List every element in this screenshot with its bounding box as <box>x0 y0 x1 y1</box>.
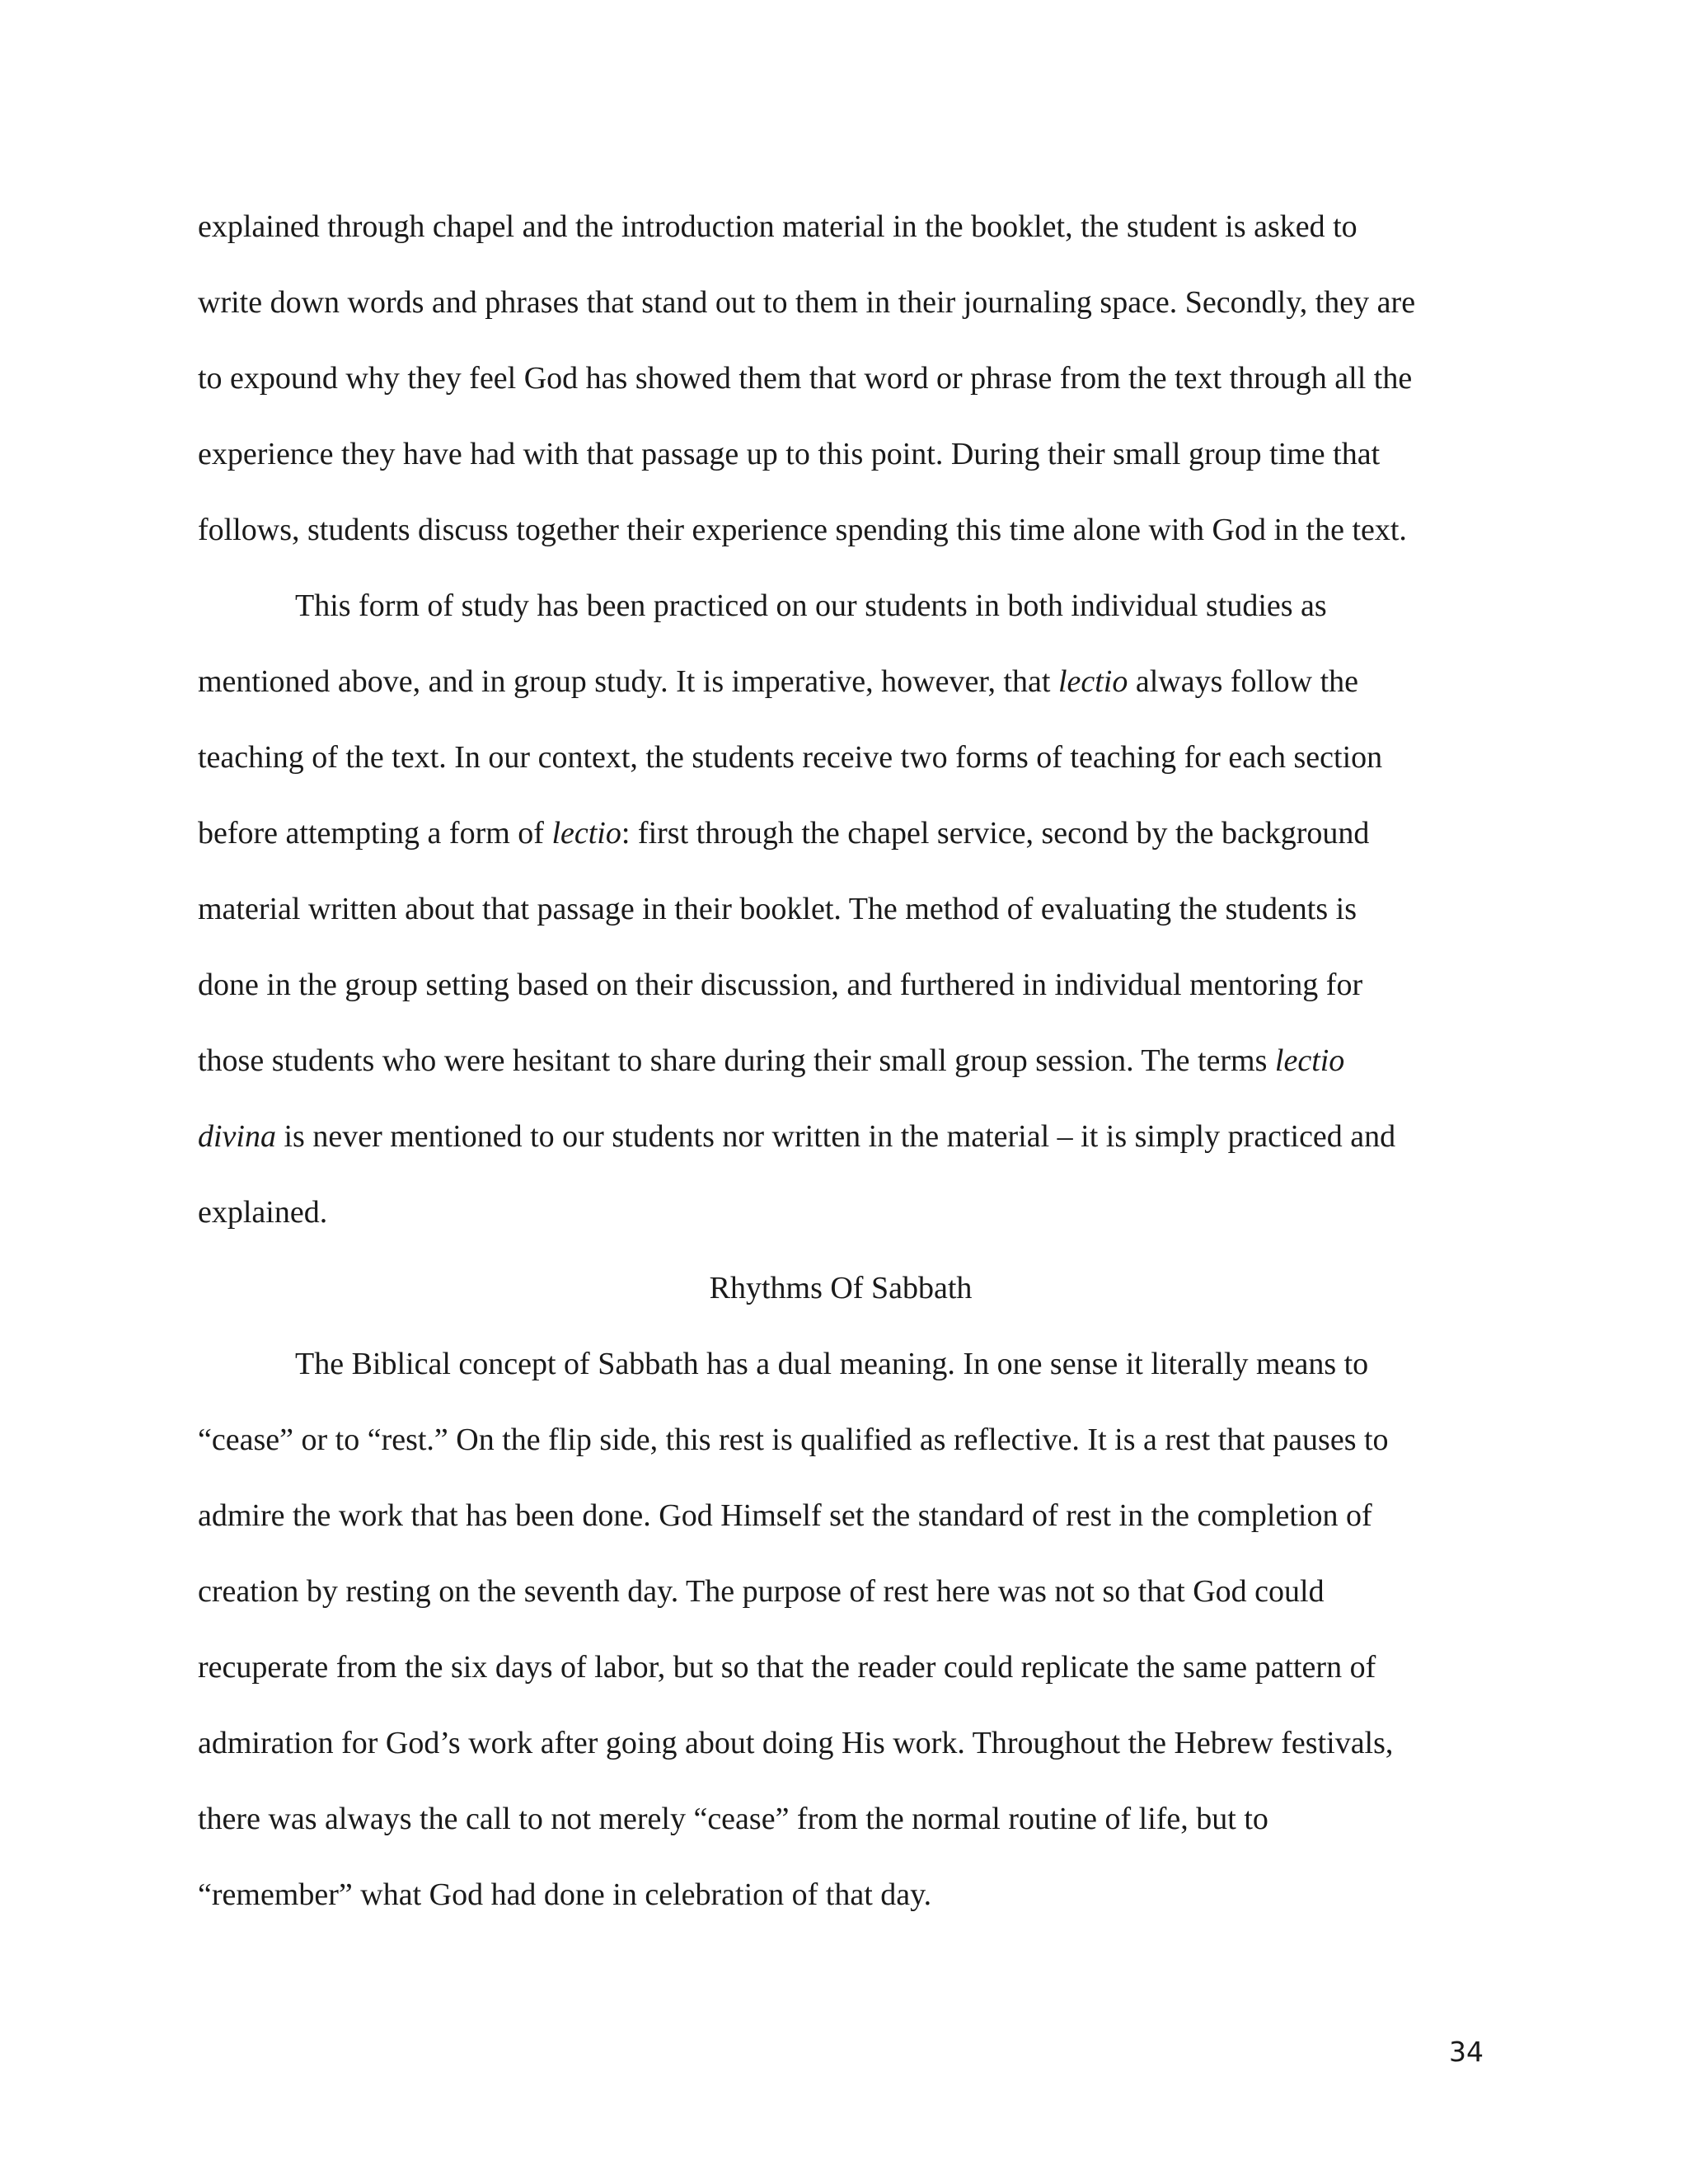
paragraph-3-line-1: The Biblical concept of Sabbath has a dual meaning. In one sense it literally means to <box>295 1347 1369 1381</box>
paragraph-1-line-4: experience they have had with that passage up to this point. During their small group time that <box>198 437 1381 471</box>
paragraph-1-line-5: follows, students discuss together their experience spending this time alone with God in the text. <box>198 513 1407 547</box>
paragraph-3-line-8: “remember” what God had done in celebration of that day. <box>198 1877 932 1912</box>
italic-term: divina <box>198 1119 276 1154</box>
paragraph-1-line-1: explained through chapel and the introduction material in the booklet, the student is asked to <box>198 209 1357 244</box>
section-heading: Rhythms Of Sabbath <box>709 1271 973 1305</box>
text-run: : first through the chapel service, second by the background <box>621 816 1370 851</box>
text-run: always follow the <box>1128 664 1358 699</box>
italic-term: lectio <box>1274 1043 1345 1078</box>
text-run: mentioned above, and in group study. It is imperative, however, that <box>198 664 1058 699</box>
paragraph-2-line-7 <box>198 1023 1484 1099</box>
paragraph-3-line-5: recuperate from the six days of labor, but so that the reader could replicate the same pattern of <box>198 1650 1376 1685</box>
italic-term: lectio <box>1057 664 1128 699</box>
paragraph-2-line-5: material written about that passage in their booklet. The method of evaluating the students is <box>198 892 1357 926</box>
text-run: is never mentioned to our students nor written in the material – it is simply practiced and <box>275 1119 1396 1154</box>
body-text <box>198 189 1484 1933</box>
paragraph-3-line-3: admire the work that has been done. God Himself set the standard of rest in the completion of <box>198 1498 1372 1533</box>
paragraph-2-line-8 <box>198 1099 1484 1174</box>
paragraph-2-line-6: done in the group setting based on their discussion, and furthered in individual mentoring for <box>198 968 1363 1002</box>
paragraph-3-line-6: admiration for God’s work after going about doing His work. Throughout the Hebrew festivals, <box>198 1726 1394 1760</box>
paragraph-1-line-3: to expound why they feel God has showed them that word or phrase from the text through all the <box>198 361 1413 396</box>
paragraph-3-line-7: there was always the call to not merely “cease” from the normal routine of life, but to <box>198 1802 1268 1836</box>
paragraph-3-line-2: “cease” or to “rest.” On the flip side, this rest is qualified as reflective. It is a rest that pauses to <box>198 1422 1389 1457</box>
paragraph-2-line-3: teaching of the text. In our context, the students receive two forms of teaching for each section <box>198 740 1383 775</box>
paragraph-2-line-4 <box>198 795 1484 871</box>
paragraph-3-line-4: creation by resting on the seventh day. The purpose of rest here was not so that God could <box>198 1574 1325 1609</box>
text-run: before attempting a form of <box>198 816 552 851</box>
paragraph-1-line-2: write down words and phrases that stand out to them in their journaling space. Secondly, they are <box>198 285 1416 320</box>
paragraph-2-line-2 <box>198 644 1484 719</box>
text-run: those students who were hesitant to share during their small group session. The terms <box>198 1043 1275 1078</box>
paragraph-2-line-9: explained. <box>198 1195 328 1230</box>
paragraph-2-line-1: This form of study has been practiced on our students in both individual studies as <box>295 588 1327 623</box>
page-number: 34 <box>1449 2036 1484 2068</box>
italic-term: lectio <box>551 816 621 851</box>
